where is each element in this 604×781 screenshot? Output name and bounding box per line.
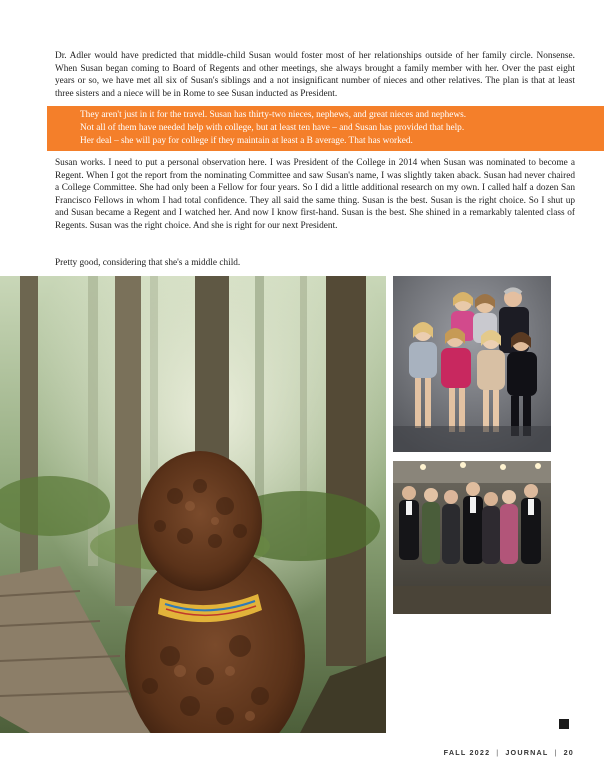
event-group-photo bbox=[393, 461, 551, 614]
footer-page-number: 20 bbox=[563, 748, 574, 757]
callout-box bbox=[47, 106, 604, 151]
footer-separator: | bbox=[554, 748, 558, 757]
forest-dog-photo bbox=[0, 276, 386, 733]
footer-separator: | bbox=[496, 748, 500, 757]
page-footer bbox=[444, 748, 574, 757]
article-paragraph-1: Dr. Adler would have predicted that middle-child Susan would foster most of her relationships outside of her family circle. Nonsense. When Susan began coming to Board of Regents and other meetings, she always brought a family member with her. Over the past eight years or so, we have met all six of Susan's siblings and a not insignificant number of nieces and other relatives. The plan is that at least three sisters and a niece will be in Rome to see Susan inducted as President. bbox=[55, 51, 575, 99]
callout-line-1: They aren't just in it for the travel. Susan has thirty-two nieces, nephews, and great nieces and nephews. bbox=[80, 110, 467, 120]
family-group-photo bbox=[393, 276, 551, 452]
article-paragraph-2: Susan works. I need to put a personal observation here. I was President of the College in 2014 when Susan was nominated to become a Regent. When I got the report from the nominating Committee and saw Susan's name, I was slightly taken aback. Susan had never chaired a College Committee. She had only been a Fellow for four years. So I did a little additional research on my own. I called half a dozen San Francisco Fellows in whom I had total confidence. They all said the same thing. Susan is the best. Susan is the right choice. So I shut up and Susan became a Regent and I watched her. And now I know first-hand. Susan is the best. She shined in a remarkably talented class of Regents. Susan was the right choice. And she is right for our next President. bbox=[55, 158, 575, 231]
callout-line-3: Her deal – she will pay for college if they maintain at least a B average. That has worked. bbox=[80, 136, 413, 146]
article-paragraph-3: Pretty good, considering that she's a middle child. bbox=[55, 258, 241, 268]
callout-line-2: Not all of them have needed help with college, but at least ten have – and Susan has provided that help. bbox=[80, 123, 465, 133]
end-of-article-mark bbox=[559, 719, 569, 729]
footer-publication: JOURNAL bbox=[505, 748, 549, 757]
footer-issue: FALL 2022 bbox=[443, 748, 491, 757]
